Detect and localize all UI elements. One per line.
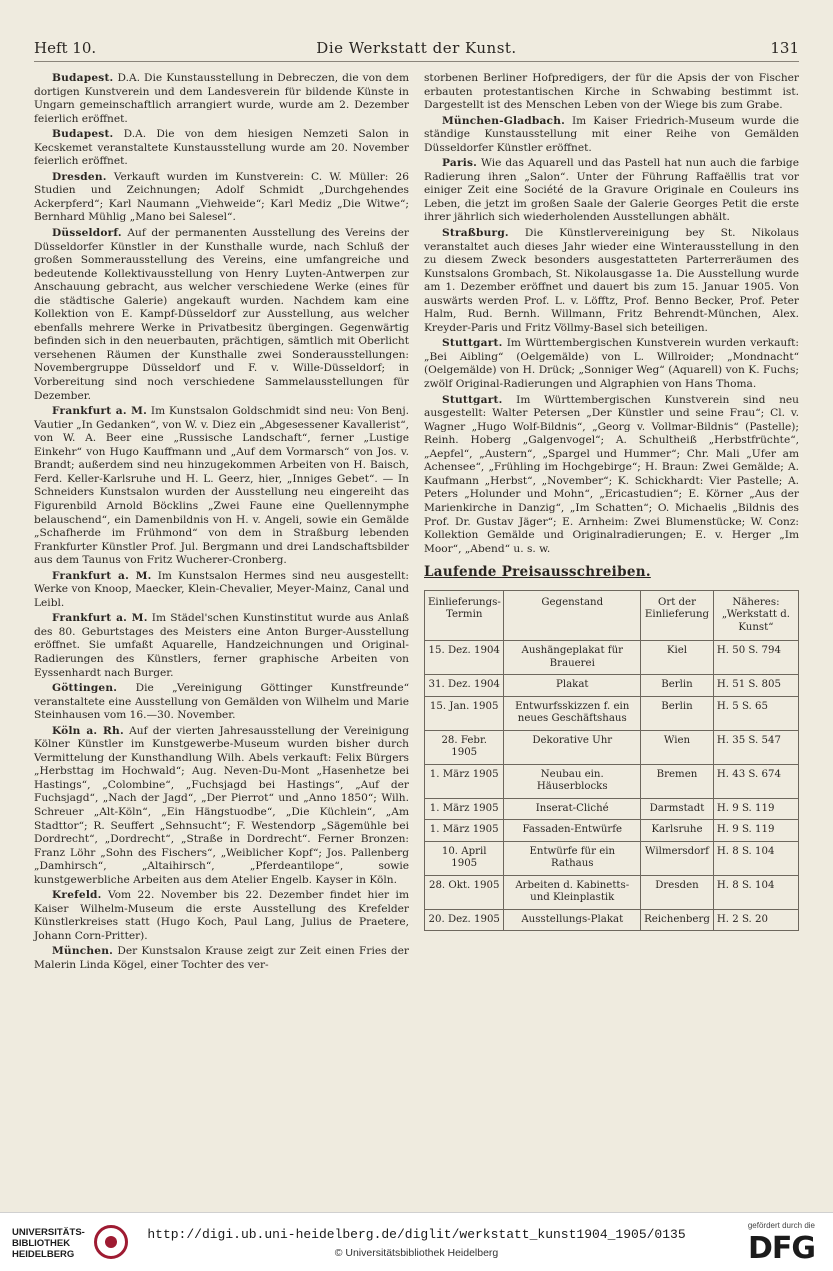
table-cell: Dekorative Uhr — [504, 730, 641, 764]
page-number: 131 — [770, 39, 799, 57]
paragraph-lead: Paris. — [442, 157, 478, 170]
news-paragraph — [34, 128, 409, 169]
news-paragraph — [34, 682, 409, 723]
table-cell: 28. Febr. 1905 — [425, 730, 504, 764]
paragraph-text: Die „Vereinigung Göttinger Kunstfreunde“ veranstaltete eine Ausstellung von Gemälden von Wilhelm und Marie Steinhausen vom 16.—30. November. — [34, 682, 409, 722]
right-column — [424, 72, 799, 931]
table-cell: Entwurfsskizzen f. ein neues Geschäftshaus — [504, 696, 641, 730]
table-cell: 1. März 1905 — [425, 820, 504, 842]
news-paragraph — [34, 227, 409, 403]
paragraph-text: Im Kunstsalon Hermes sind neu ausgestellt: Werke von Knoop, Maecker, Klein-Chevalier, Meyer-Mainz, Canal und Leibl. — [34, 569, 409, 609]
paragraph-text: D.A. Die von dem hiesigen Nemzeti Salon in Kecskemet veranstaltete Kunstausstellung wurde am 20. November feierlich eröffnet. — [34, 128, 409, 168]
table-cell: Arbeiten d. Kabinetts- und Kleinplastik — [504, 875, 641, 909]
paragraph-lead: München. — [52, 945, 114, 958]
paragraph-lead: München-Gladbach. — [442, 114, 565, 127]
paragraph-lead: Budapest. — [52, 128, 114, 141]
news-paragraph — [34, 945, 409, 972]
table-cell: H. 8 S. 104 — [713, 875, 798, 909]
table-row — [425, 696, 799, 730]
table-cell: H. 8 S. 104 — [713, 841, 798, 875]
paragraph-lead: Frankfurt a. M. — [52, 569, 152, 582]
table-cell: H. 2 S. 20 — [713, 909, 798, 931]
table-cell: H. 5 S. 65 — [713, 696, 798, 730]
column-header: Ort der Einlieferung — [641, 590, 714, 641]
paragraph-lead: Straßburg. — [442, 227, 509, 240]
paragraph-lead: Stuttgart. — [442, 337, 503, 350]
paragraph-text: Auf der vierten Jahresausstellung der Vereinigung Kölner Künstler im Kunstgewerbe-Museum wurden bisher durch Vermittelung der Kunsthandlung Wilh. Abels verkauft: Felix Bürgers „Herbsttag im Hochwald“; Aug. Neven-Du-Mont „Hasenhetze bei Hastings“, „Colombine“, „Fuchsjagd bei Hastings“, „Auf der Fuchsjagd“, „Nach der Jagd“, „Der Pierrot“ und „Anno 1850“; Wilh. Schreuer „Alt-Köln“, „Ein Hängstuodbe“, „Die Küchlein“, „Am Stadttor“; R. Seuffert „Sehnsucht“; F. Westendorp „Sägemühle bei Dordrecht“, „Dordrecht“, „Straße in Dordrecht“. Ferner Bronzen: Franz Löhr „Sohn des Fischers“, „Weiblicher Kopf“; Jos. Pallenberg „Damhirsch“, „Altaihirsch“, „Pferdeantilope“, sowie kunstgewerbliche Arbeiten aus dem Atelier Engelb. Kayser in Köln. — [34, 724, 410, 886]
paragraph-lead: Düsseldorf. — [52, 227, 122, 240]
column-header: Einlieferungs-Termin — [425, 590, 504, 641]
table-cell: 31. Dez. 1904 — [425, 675, 504, 697]
paragraph-lead: Frankfurt a. M. — [52, 405, 147, 418]
column-header: Näheres: „Werkstatt d. Kunst“ — [713, 590, 798, 641]
news-paragraph — [34, 570, 409, 611]
column-header: Gegenstand — [504, 590, 641, 641]
news-paragraph — [34, 405, 409, 568]
competitions-table — [424, 590, 799, 932]
permalink-url[interactable]: http://digi.ub.uni-heidelberg.de/diglit/werkstatt_kunst1904_1905/0135 — [147, 1227, 686, 1242]
table-cell: Entwürfe für ein Rathaus — [504, 841, 641, 875]
table-cell: Neubau ein. Häuserblocks — [504, 764, 641, 798]
issue-number: Heft 10. — [34, 39, 97, 57]
table-cell: 1. März 1905 — [425, 764, 504, 798]
table-cell: H. 35 S. 547 — [713, 730, 798, 764]
paragraph-text: Der Kunstsalon Krause zeigt zur Zeit einen Fries der Malerin Linda Kögel, einer Tochter des ver- — [34, 945, 409, 971]
table-cell: Bremen — [641, 764, 714, 798]
news-paragraph — [424, 227, 799, 335]
news-paragraph — [34, 171, 409, 225]
table-cell: Wilmersdorf — [641, 841, 714, 875]
news-paragraph — [424, 394, 799, 557]
news-paragraph — [34, 612, 409, 680]
table-cell: H. 43 S. 674 — [713, 764, 798, 798]
table-cell: Plakat — [504, 675, 641, 697]
table-cell: Ausstellungs-Plakat — [504, 909, 641, 931]
table-cell: Darmstadt — [641, 798, 714, 820]
paragraph-text: storbenen Berliner Hofpredigers, der für die Apsis der von Fischer erbauten protestantischen Kirche in Schwabing bestimmt ist. Dargestellt ist des Menschen Leben von der Wiege bis zum Grabe. — [424, 72, 799, 112]
table-cell: Berlin — [641, 696, 714, 730]
table-cell: Reichenberg — [641, 909, 714, 931]
news-paragraph — [424, 115, 799, 156]
table-row — [425, 909, 799, 931]
table-cell: H. 51 S. 805 — [713, 675, 798, 697]
table-cell: Aushängeplakat für Brauerei — [504, 641, 641, 675]
table-row — [425, 730, 799, 764]
news-paragraph — [34, 725, 409, 888]
table-cell: 28. Okt. 1905 — [425, 875, 504, 909]
competitions-title: Laufende Preisausschreiben. — [424, 564, 651, 581]
table-row — [425, 675, 799, 697]
left-column — [34, 72, 409, 975]
table-row — [425, 641, 799, 675]
paragraph-text: Auf der permanenten Ausstellung des Vereins der Düsseldorfer Künstler in der Kunsthalle wurde, nach Schluß der großen Sommerausstellung des Vereins, eine umfangreiche und bedeutende Kollektivausstellung von Henry Luyten-Antwerpen zur Anschauung gebracht, aus welcher verschiedene Werke (eines für die städtische Galerie) angekauft wurden. Nachdem kam eine Kollektion von E. Kampf-Düsseldorf zur Ausstellung, aus welcher ebenfalls mehrere Werke in Privatbesitz übergingen. Gegenwärtig befinden sich in den neuerbauten, prächtigen, sämtlich mit Oberlicht versehenen Räumen der Kunsthalle zwei Sonderausstellungen: Novembergruppe Düsseldorf und F. v. Wille-Düsseldorf; in Vorbereitung sind noch verschiedene Sammelausstellungen für Dezember. — [34, 227, 409, 402]
competitions-header-row — [425, 590, 799, 641]
paragraph-text: Wie das Aquarell und das Pastell hat nun auch die farbige Radierung ihren „Salon“. Unter der Führung Raffaëllis trat vor einiger Zeit eine Société de la Gravure Originale en Couleurs ins Leben, die jetzt im großen Saale der Galerie Georges Petit die erste ihrer jährlich sich wiederholenden Ausstellungen abhält. — [424, 157, 799, 224]
paragraph-text: Im Kunstsalon Goldschmidt sind neu: Von Benj. Vautier „In Gedanken“, von W. v. Diez ein „Abgesessener Kavallerist“, von W. A. Beer eine „Russische Landschaft“, ferner „Lustige Einkehr“ von Hugo Kauffmann und „Auf dem Vormarsch“ von Jos. v. Brandt; außerdem sind neu hinzugekommen Arbeiten von H. Baisch, Ferd. Keller-Karlsruhe und H. L. Geerz, hier, „Inniges Gebet“. — In Schneiders Kunstsalon wurden der Ausstellung neu eingereiht das Figurenbild Arnold Böcklins „Zwei Faune eine Quellennymphe belauschend“, ein Damenbildnis von H. v. Angeli, sowie ein Gemälde „Schafherde im Frühmond“ von dem in Straßburg lebenden Frankfurter Künstler Prof. Jul. Bergmann und drei Landschaftsbilder aus dem Taunus von Fritz Wucherer-Cronberg. — [34, 405, 409, 567]
dfg-label: gefördert durch die — [747, 1221, 815, 1230]
dfg-logo[interactable]: DFG — [747, 1231, 815, 1266]
paragraph-lead: Köln a. Rh. — [52, 724, 124, 737]
table-cell: H. 9 S. 119 — [713, 798, 798, 820]
table-cell: Karlsruhe — [641, 820, 714, 842]
table-cell: 20. Dez. 1905 — [425, 909, 504, 931]
table-cell: H. 50 S. 794 — [713, 641, 798, 675]
table-cell: 15. Jan. 1905 — [425, 696, 504, 730]
library-logo-text[interactable]: UNIVERSITÄTS-BIBLIOTHEK HEIDELBERG — [12, 1227, 85, 1260]
table-cell: 10. April 1905 — [425, 841, 504, 875]
table-cell: 1. März 1905 — [425, 798, 504, 820]
paragraph-text: Verkauft wurden im Kunstverein: C. W. Müller: 26 Studien und Zeichnungen; Adolf Schmidt „Durchgehendes Ackerpferd“; Karl Naumann „Viehweide“; Karl Mediz „Die Witwe“; Bernhard Mühlig „Mano bei Salesel“. — [34, 170, 409, 224]
news-paragraph — [34, 72, 409, 126]
news-paragraph — [424, 72, 799, 113]
table-row — [425, 764, 799, 798]
table-row — [425, 820, 799, 842]
right-column-text — [424, 72, 799, 556]
news-paragraph — [424, 157, 799, 225]
paragraph-lead: Krefeld. — [52, 889, 102, 902]
table-cell: H. 9 S. 119 — [713, 820, 798, 842]
paragraph-text: Vom 22. November bis 22. Dezember findet hier im Kaiser Wilhelm-Museum die erste Ausstellung des Krefelder Künstlerkreises statt (Hugo Koch, Paul Lang, Julius de Praetere, Johann Corn-Pritter). — [34, 889, 409, 942]
paragraph-text: Im Württembergischen Kunstverein sind neu ausgestellt: Walter Petersen „Der Künstler und seine Frau“; Cl. v. Wagner „Hugo Wolf-Bildnis“, „Georg v. Vollmar-Bildnis“ (Pastelle); Reinh. Hoberg „Galgenvogel“; A. Schultheiß „Herbstfrüchte“, „Aepfel“, „Austern“, „Spargel und Hummer“; Chr. Mali „Ufer am Achensee“, „Frühling im Hochgebirge“; H. Braun: Zwei Gemälde; A. Kaufmann „Herbst“, „November“; K. Schickhardt: Vier Pastelle; A. Peters „Holunder und Mohn“, „Ericastudien“; E. Körner „Aus der Marienkirche in Danzig“, „Im Schatten“; O. Michaelis „Bildnis des Prof. Dr. Gustav Jäger“; E. Arnheim: Zwei Blumenstücke; W. Conz: Kollektion Gemälde und Originalradierungen; E. v. Herger „Im Moor“, „Abend“ u. s. w. — [424, 393, 799, 555]
table-row — [425, 841, 799, 875]
paragraph-lead: Stuttgart. — [442, 393, 503, 406]
table-cell: Wien — [641, 730, 714, 764]
paragraph-text: Im Württembergischen Kunstverein wurden verkauft: „Bei Aibling“ (Oelgemälde) von L. Willroider; „Mondnacht“ (Oelgemälde) von H. Drück; „Sonniger Weg“ (Aquarell) von K. Fuchs; zwölf Original-Radierungen und Algraphien von Hans Thoma. — [424, 337, 799, 391]
paragraph-text: D.A. Die Kunstausstellung in Debreczen, die von dem dortigen Kunstverein und dem Landesverein für bildende Künste in Ungarn gemeinschaftlich arrangiert wurde, wurde am 2. Dezember feierlich eröffnet. — [34, 72, 409, 125]
paragraph-text: Die Künstlervereinigung bey St. Nikolaus veranstaltet auch dieses Jahr wieder eine Winterausstellung in den zu diesem Zweck besonders ausgestatteten Parterreräumen des Kunstsalons Grombach, St. Nikolausgasse 1a. Die Ausstellung wurde am 1. Dezember eröffnet und dauert bis zum 15. Januar 1905. Von auswärts werden Prof. L. v. Löfftz, Prof. Benno Becker, Prof. Peter Halm, Rud. Bernh. Willmann, Fritz Behrendt-München, Alex. Kreyder-Paris und Fritz Völlmy-Basel sich beteiligen. — [424, 227, 799, 334]
table-cell: Kiel — [641, 641, 714, 675]
paragraph-text: Im Städel'schen Kunstinstitut wurde aus Anlaß des 80. Geburtstages des Meisters eine Anton Burger-Ausstellung eröffnet. Sie umfaßt Aquarelle, Handzeichnungen und Original-Radierungen des Künstlers, ferner graphische Arbeiten von Eyssenhardt nach Burger. — [34, 612, 409, 679]
paragraph-lead: Dresden. — [52, 170, 107, 183]
table-cell: 15. Dez. 1904 — [425, 641, 504, 675]
competitions-body — [425, 641, 799, 931]
table-cell: Berlin — [641, 675, 714, 697]
news-paragraph — [424, 337, 799, 391]
table-row — [425, 798, 799, 820]
table-row — [425, 875, 799, 909]
footer-bar — [0, 1212, 833, 1271]
journal-title: Die Werkstatt der Kunst. — [316, 39, 517, 57]
paragraph-lead: Frankfurt a. M. — [52, 612, 148, 625]
paragraph-lead: Budapest. — [52, 72, 114, 84]
running-head — [34, 36, 799, 62]
table-cell: Inserat-Cliché — [504, 798, 641, 820]
news-paragraph — [34, 889, 409, 943]
paragraph-lead: Göttingen. — [52, 682, 118, 695]
paragraph-text: Im Kaiser Friedrich-Museum wurde die ständige Kunstausstellung mit einer Reihe von Gemälden Düsseldorfer Künstler eröffnet. — [424, 114, 799, 154]
table-cell: Fassaden-Entwürfe — [504, 820, 641, 842]
table-cell: Dresden — [641, 875, 714, 909]
copyright-notice: © Universitätsbibliothek Heidelberg — [334, 1247, 499, 1259]
